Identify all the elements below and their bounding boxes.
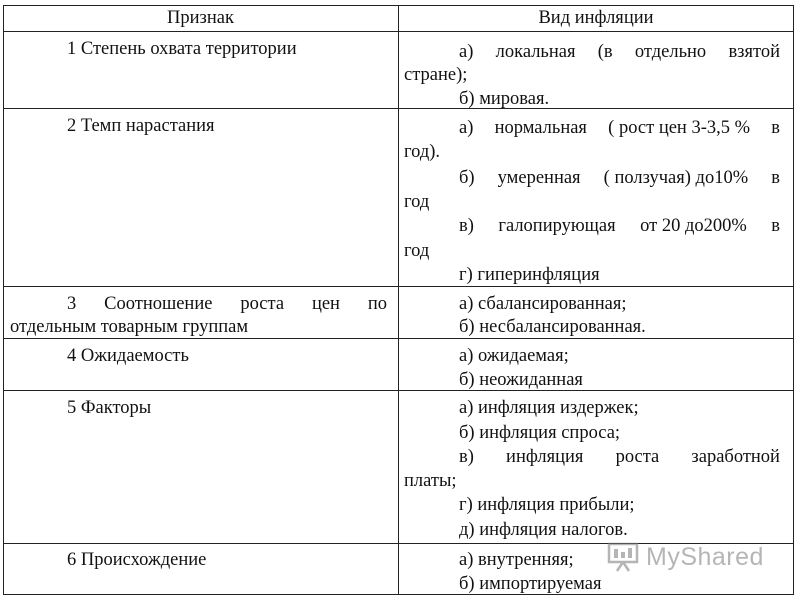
row-type-line bbox=[459, 445, 780, 469]
text-part: цен bbox=[311, 294, 340, 314]
row-type-line bbox=[459, 166, 780, 190]
text-part: нормальная bbox=[494, 118, 587, 138]
text-part: в bbox=[771, 216, 780, 236]
text-part: (в bbox=[597, 42, 613, 62]
text-part: а) bbox=[459, 42, 474, 62]
text-part: от 20 до200% bbox=[640, 216, 747, 236]
row-type-line bbox=[459, 40, 780, 64]
row-type-line: б) неожиданная bbox=[459, 370, 583, 390]
row-type-line: б) мировая. bbox=[459, 89, 550, 109]
row-feature-line bbox=[67, 292, 387, 316]
row-divider bbox=[3, 390, 794, 391]
row-type-line: год). bbox=[404, 142, 441, 162]
text-part: в) bbox=[459, 447, 474, 467]
watermark-text: MyShared bbox=[646, 542, 764, 571]
presentation-icon bbox=[606, 540, 640, 574]
row-type-line: год bbox=[404, 192, 430, 212]
row-type-line: а) инфляция издержек; bbox=[459, 398, 639, 418]
row-type-line: стране); bbox=[404, 65, 468, 85]
row-feature: 5 Факторы bbox=[67, 398, 152, 418]
text-part: в) bbox=[459, 216, 474, 236]
row-type-line: б) несбалансированная. bbox=[459, 317, 646, 337]
row-type-line: а) ожидаемая; bbox=[459, 346, 569, 366]
row-type-line bbox=[459, 116, 780, 140]
row-type-line: а) внутренняя; bbox=[459, 550, 574, 570]
text-part: локальная bbox=[495, 42, 576, 62]
text-part: а) bbox=[459, 118, 474, 138]
row-type-line: д) инфляция налогов. bbox=[459, 520, 628, 540]
row-feature-line: отдельным товарным группам bbox=[10, 317, 249, 337]
row-divider bbox=[3, 108, 794, 109]
text-part: роста bbox=[240, 294, 285, 314]
text-part: Соотношение bbox=[104, 294, 213, 314]
column-header-feature: Признак bbox=[167, 8, 234, 28]
row-type-line: г) инфляция прибыли; bbox=[459, 495, 635, 515]
row-feature: 4 Ожидаемость bbox=[67, 346, 189, 366]
row-type-line: б) инфляция спроса; bbox=[459, 423, 621, 443]
text-part: 3 bbox=[67, 294, 77, 314]
row-feature: 6 Происхождение bbox=[67, 550, 207, 570]
header-divider bbox=[3, 31, 794, 32]
text-part: умеренная bbox=[497, 168, 581, 188]
text-part: галопирующая bbox=[498, 216, 616, 236]
text-part: б) bbox=[459, 168, 475, 188]
row-type-line: год bbox=[404, 241, 430, 261]
row-type-line: б) импортируемая bbox=[459, 574, 602, 594]
text-part: ( ползучая) до10% bbox=[603, 168, 749, 188]
row-divider bbox=[3, 286, 794, 287]
myshared-watermark bbox=[606, 537, 786, 577]
text-part: взятой bbox=[728, 42, 780, 62]
row-type-line bbox=[459, 214, 780, 238]
row-type-line: платы; bbox=[404, 471, 457, 491]
text-part: в bbox=[771, 168, 780, 188]
text-part: ( рост цен 3-3,5 % bbox=[608, 118, 751, 138]
row-type-line: г) гиперинфляция bbox=[459, 265, 600, 285]
column-divider bbox=[398, 5, 399, 595]
row-type-line: а) сбалансированная; bbox=[459, 294, 627, 314]
text-part: роста bbox=[615, 447, 660, 467]
column-header-type: Вид инфляции bbox=[538, 8, 654, 28]
text-part: инфляция bbox=[506, 447, 584, 467]
text-part: заработной bbox=[691, 447, 780, 467]
row-feature: 1 Степень охвата территории bbox=[67, 39, 297, 59]
text-part: в bbox=[771, 118, 780, 138]
text-part: отдельно bbox=[634, 42, 707, 62]
row-feature: 2 Темп нарастания bbox=[67, 116, 215, 136]
text-part: по bbox=[367, 294, 387, 314]
